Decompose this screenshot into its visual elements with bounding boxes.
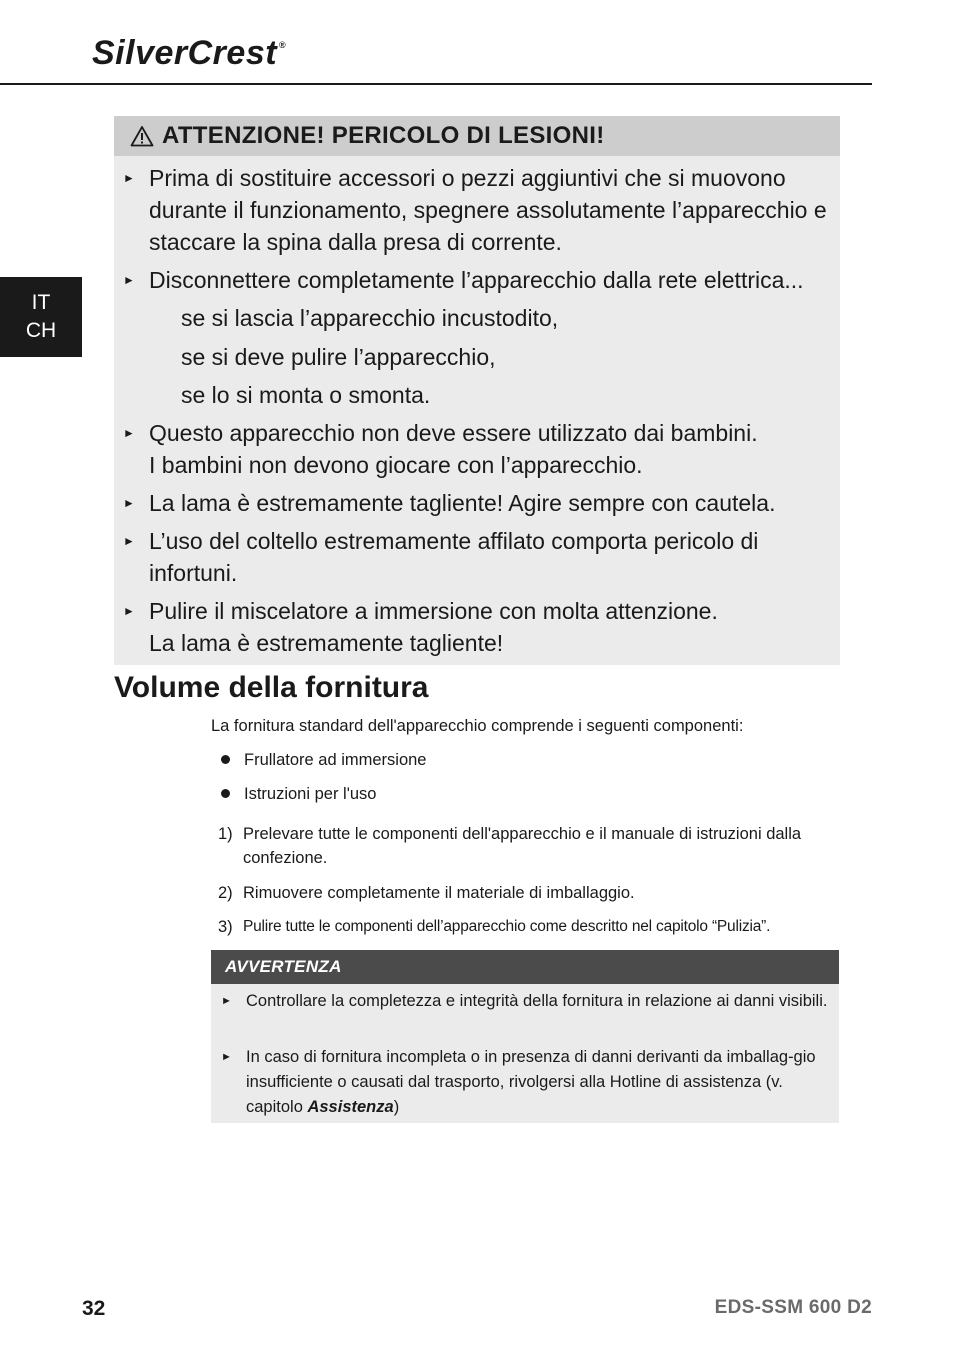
- arrow-bullet-icon: ►: [123, 604, 135, 618]
- arrow-bullet-icon: ►: [221, 995, 232, 1007]
- section-intro: La fornitura standard dell'apparecchio comprende i seguenti componenti:: [211, 717, 744, 735]
- list-item: Istruzioni per l'uso: [211, 785, 376, 804]
- brand-logo: SilverCrest ®: [92, 34, 287, 72]
- language-tab: [0, 277, 82, 357]
- lang-code-it: IT: [31, 291, 51, 314]
- arrow-bullet-icon: ►: [123, 534, 135, 548]
- chapter-reference: Assistenza: [307, 1098, 394, 1116]
- warning-header: [114, 116, 840, 156]
- model-number: EDS-SSM 600 D2: [714, 1297, 872, 1318]
- section-title: Volume della fornitura: [114, 671, 429, 704]
- warning-box: ATTENZIONE! PERICOLO DI LESIONI! ► Prima di sostituire accessori o pezzi aggiuntivi che si muovono durante il funzionamento, spegnere assolutamente l’apparecchio e staccare la spina dalla presa di corrente. ► Disconnettere completamente l’apparecchio dalla rete elettrica... se si lascia l’apparecchio incustodito, se si deve pulire l’apparecchio, se lo si monta o smonta. ► Questo apparecchio non deve essere utilizzato dai bambini. I bambini non devono giocare con l’apparecchio. ► La lama è estremamente tagliente! Agire sempre con cautela. ► L’uso del coltello estremamente affilato comporta pericolo di infortuni. ► Pulire il miscelatore a immersione con molta attenzione. La lama è estremamente tagliente!: [114, 116, 840, 665]
- list-item: Frullatore ad immersione: [211, 751, 426, 770]
- note-header: AVVERTENZA: [211, 950, 839, 984]
- arrow-bullet-icon: ►: [221, 1051, 232, 1063]
- note-box: AVVERTENZA ► Controllare la completezza e integrità della fornitura in relazione ai danni visibili. ► In caso di fornitura incompleta o in presenza di danni derivanti da imballag-gio insufficiente o causati dal trasporto, rivolgersi alla Hotline di assistenza (v. capitolo Assistenza): [211, 950, 839, 1123]
- lang-code-ch: CH: [25, 319, 57, 342]
- arrow-bullet-icon: ►: [123, 426, 135, 440]
- arrow-bullet-icon: ►: [123, 171, 135, 185]
- arrow-bullet-icon: ►: [123, 496, 135, 510]
- bullet-dot-icon: [221, 789, 230, 798]
- warning-title: ATTENZIONE! PERICOLO DI LESIONI!: [162, 122, 605, 149]
- bullet-dot-icon: [221, 755, 230, 764]
- page-number: 32: [82, 1297, 106, 1320]
- registered-mark: ®: [279, 40, 287, 50]
- warning-triangle-icon: [130, 125, 154, 147]
- arrow-bullet-icon: ►: [123, 273, 135, 287]
- header-rule: [0, 83, 872, 85]
